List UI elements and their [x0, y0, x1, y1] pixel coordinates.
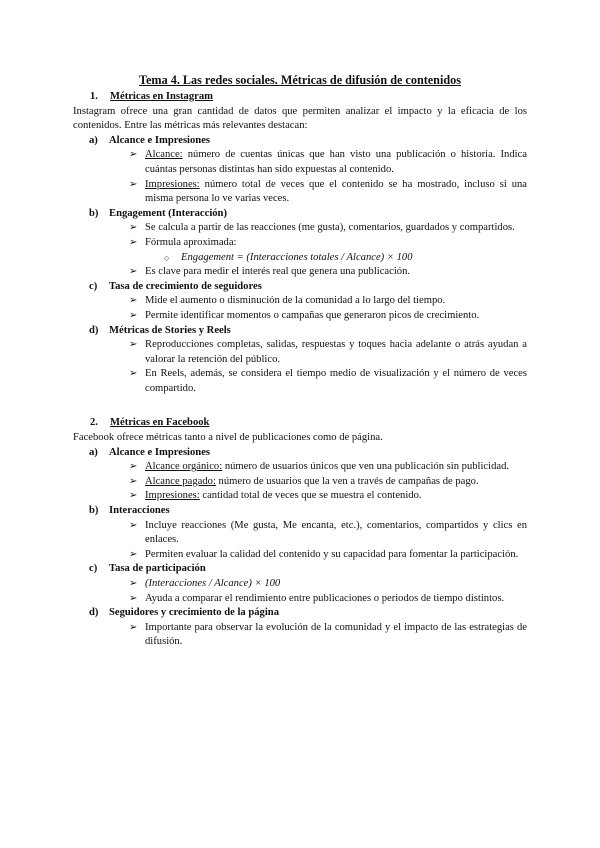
subsection-letter: a) [89, 446, 98, 458]
arrow-bullet-icon: ➢ [129, 222, 138, 234]
subsection-letter: a) [89, 134, 98, 146]
list-item [73, 519, 527, 548]
list-item [73, 592, 527, 607]
list-item [73, 221, 527, 236]
item-text: Fórmula aproximada: [145, 236, 237, 248]
item-text: número de usuarios que la ven a través de campañas de pago. [215, 475, 479, 487]
arrow-bullet-icon: ➢ [129, 519, 138, 531]
item-text: En Reels, además, se considera el tiempo medio de visualización y el número de veces compartido. [145, 368, 527, 394]
arrow-bullet-icon: ➢ [129, 475, 138, 487]
section-title: Métricas en Instagram [110, 91, 213, 102]
page-title: Tema 4. Las redes sociales. Métricas de difusión de contenidos [139, 73, 461, 87]
section-title: Métricas en Facebook [110, 417, 210, 429]
list-item [73, 309, 527, 324]
section-intro: Instagram ofrece una gran cantidad de datos que permiten analizar el impacto y la eficacia de los contenidos. Entre las métricas más relevantes destacan: [73, 105, 527, 132]
arrow-bullet-icon: ➢ [129, 621, 138, 633]
item-text: Es clave para medir el interés real que genera una publicación. [145, 266, 411, 278]
formula-text: (Interacciones / Alcance) × 100 [145, 578, 281, 589]
arrow-bullet-icon: ➢ [129, 266, 138, 278]
arrow-bullet-icon: ➢ [129, 548, 138, 560]
subsection-title: Engagement (Interacción) [109, 207, 227, 219]
term: Impresiones: [145, 490, 200, 502]
subsection-title: Tasa de crecimiento de seguidores [109, 280, 262, 292]
item-text: Incluye reacciones (Me gusta, Me encanta, etc.), comentarios, compartidos y clics en enlaces. [145, 519, 527, 546]
section-intro: Facebook ofrece métricas tanto a nivel de publicaciones como de página. [73, 432, 383, 444]
subsection-title: Interacciones [109, 505, 170, 517]
item-text: Permiten evaluar la calidad del contenido y su capacidad para fomentar la participación. [145, 548, 519, 560]
subsection-title: Alcance e Impresiones [109, 446, 211, 458]
list-item [73, 178, 527, 207]
item-text: Ayuda a comparar el rendimiento entre publicaciones o periodos de tiempo distintos. [145, 592, 505, 604]
circle-bullet-icon: ○ [164, 252, 170, 263]
subsection-title: Métricas de Stories y Reels [109, 324, 231, 336]
subsection-heading [89, 324, 527, 339]
item-text: Permite identificar momentos o campañas que generaron picos de crecimiento. [145, 309, 480, 321]
subsection-letter: d) [89, 607, 99, 619]
subsection-letter: d) [89, 324, 99, 336]
arrow-bullet-icon: ➢ [129, 295, 138, 307]
section-heading [90, 416, 527, 431]
formula-text: Engagement = (Interacciones totales / Alcance) × 100 [181, 251, 413, 263]
item-text: Reproducciones completas, salidas, respuestas y toques hacia adelante o atrás ayudan a valorar la retención del público. [145, 339, 527, 365]
item-text: Mide el aumento o disminución de la comunidad a lo largo del tiempo. [145, 295, 446, 307]
list-item [73, 460, 527, 475]
list-item [73, 548, 527, 563]
arrow-bullet-icon: ➢ [129, 592, 138, 604]
section-number: 2. [90, 417, 98, 429]
item-text: número de cuentas únicas que han visto una publicación o historia. Indica cuántas personas distintas han sido expuestas al contenido. [145, 149, 527, 175]
subsection-letter: b) [89, 505, 99, 517]
list-item [73, 236, 527, 251]
subsection-heading [89, 207, 527, 222]
list-item [73, 367, 527, 396]
term: Impresiones: [145, 178, 200, 190]
list-item [73, 577, 527, 592]
list-item [73, 475, 527, 490]
subsection-heading [89, 504, 527, 519]
subsection-letter: c) [89, 280, 98, 292]
formula-item [73, 251, 527, 266]
arrow-bullet-icon: ➢ [129, 236, 138, 248]
subsection-title: Alcance e Impresiones [109, 134, 211, 146]
arrow-bullet-icon: ➢ [129, 368, 138, 380]
list-item [73, 148, 527, 177]
subsection-heading [89, 280, 527, 295]
subsection-title: Tasa de participación [109, 563, 206, 575]
list-item [73, 265, 527, 280]
subsection-letter: c) [89, 563, 98, 575]
list-item [73, 621, 527, 650]
subsection-letter: b) [89, 207, 99, 219]
subsection-heading [89, 446, 527, 461]
subsection-title: Seguidores y crecimiento de la página [109, 607, 279, 619]
arrow-bullet-icon: ➢ [129, 178, 138, 190]
spacer [73, 396, 527, 410]
subsection-heading [89, 606, 527, 621]
term: Alcance: [145, 149, 183, 161]
term: Alcance orgánico: [145, 461, 223, 473]
list-item [73, 294, 527, 309]
subsection-heading [89, 562, 527, 577]
subsection-heading [89, 134, 527, 149]
arrow-bullet-icon: ➢ [129, 490, 138, 502]
section-heading [90, 90, 527, 105]
arrow-bullet-icon: ➢ [129, 339, 138, 351]
arrow-bullet-icon: ➢ [129, 149, 138, 161]
item-text: Se calcula a partir de las reacciones (me gusta), comentarios, guardados y compartidos. [145, 222, 515, 234]
list-item [73, 489, 527, 504]
arrow-bullet-icon: ➢ [129, 578, 138, 589]
item-text: Importante para observar la evolución de la comunidad y el impacto de las estrategias de difusión. [145, 621, 527, 648]
item-text: cantidad total de veces que se muestra el contenido. [199, 490, 422, 502]
item-text: número de usuarios únicos que ven una publicación sin publicidad. [222, 461, 510, 473]
document-page [73, 72, 527, 650]
arrow-bullet-icon: ➢ [129, 461, 138, 473]
section-number: 1. [90, 91, 98, 102]
item-text: número total de veces que el contenido se ha mostrado, incluso si una misma persona lo ve varias veces. [145, 178, 527, 205]
term: Alcance pagado: [145, 475, 216, 487]
arrow-bullet-icon: ➢ [129, 309, 138, 321]
list-item [73, 338, 527, 367]
